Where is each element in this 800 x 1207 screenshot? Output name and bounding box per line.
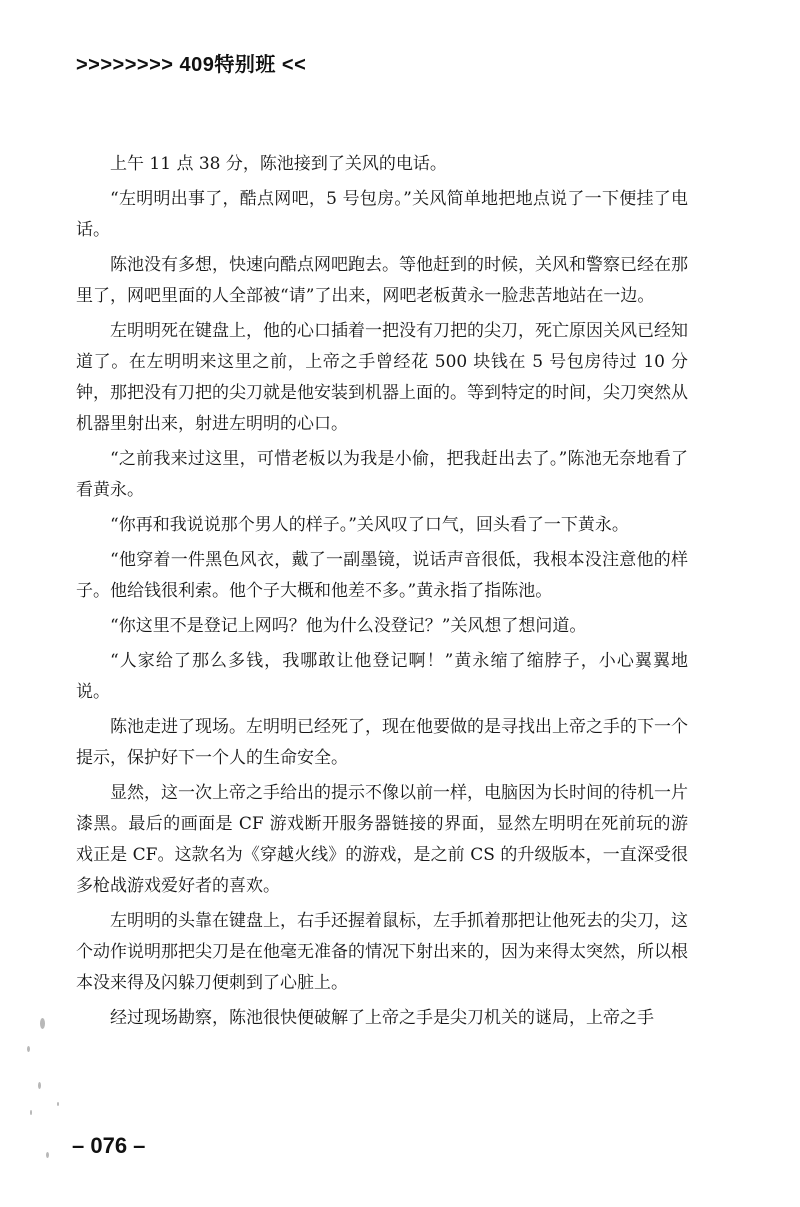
scan-speck <box>46 1152 49 1158</box>
running-header: >>>>>>>> 409特别班 << <box>76 54 307 76</box>
paragraph: “你再和我说说那个男人的样子。”关风叹了口气，回头看了一下黄永。 <box>110 515 629 535</box>
body-text <box>76 149 688 1038</box>
page-number: – 076 – <box>72 1133 146 1158</box>
paragraph: “他穿着一件黑色风衣，戴了一副墨镜，说话声音很低，我根本没注意他的样子。他给钱很利索。他个子大概和他差不多。”黄永指了指陈池。 <box>76 550 688 601</box>
scan-speck <box>57 1102 59 1106</box>
paragraph: 左明明的头靠在键盘上，右手还握着鼠标，左手抓着那把让他死去的尖刀，这个动作说明那把尖刀是在他毫无准备的情况下射出来的，因为来得太突然，所以根本没来得及闪躲刀便刺到了心脏上。 <box>76 911 688 993</box>
paragraph: 陈池没有多想，快速向酷点网吧跑去。等他赶到的时候，关风和警察已经在那里了，网吧里面的人全部被“请”了出来，网吧老板黄永一脸悲苦地站在一边。 <box>76 255 688 306</box>
paragraph: “你这里不是登记上网吗？他为什么没登记？”关风想了想问道。 <box>110 616 587 636</box>
scan-speck <box>40 1018 45 1029</box>
paragraph: “左明明出事了，酷点网吧，5 号包房。”关风简单地把地点说了一下便挂了电话。 <box>76 189 688 240</box>
scan-speck <box>30 1110 32 1115</box>
scan-speck <box>27 1046 30 1052</box>
paragraph: “之前我来过这里，可惜老板以为我是小偷，把我赶出去了。”陈池无奈地看了看黄永。 <box>76 449 688 500</box>
paragraph: “人家给了那么多钱，我哪敢让他登记啊！”黄永缩了缩脖子，小心翼翼地说。 <box>76 651 688 702</box>
paragraph: 经过现场勘察，陈池很快便破解了上帝之手是尖刀机关的谜局，上帝之手 <box>110 1008 654 1028</box>
paragraph: 陈池走进了现场。左明明已经死了，现在他要做的是寻找出上帝之手的下一个提示，保护好下一个人的生命安全。 <box>76 717 688 768</box>
paragraph: 上午 11 点 38 分，陈池接到了关风的电话。 <box>110 154 447 174</box>
paragraph: 左明明死在键盘上，他的心口插着一把没有刀把的尖刀，死亡原因关风已经知道了。在左明明来这里之前，上帝之手曾经花 500 块钱在 5 号包房待过 10 分钟，那把没有刀把的尖刀就是他安装到机器上面的。等到特定的时间，尖刀突然从机器里射出来，射进左明明的心口。 <box>76 321 688 434</box>
paragraph: 显然，这一次上帝之手给出的提示不像以前一样，电脑因为长时间的待机一片漆黑。最后的画面是 CF 游戏断开服务器链接的界面，显然左明明在死前玩的游戏正是 CF。这款名为《穿越火线》的游戏，是之前 CS 的升级版本，一直深受很多枪战游戏爱好者的喜欢。 <box>76 783 688 896</box>
scan-speck <box>38 1082 41 1089</box>
